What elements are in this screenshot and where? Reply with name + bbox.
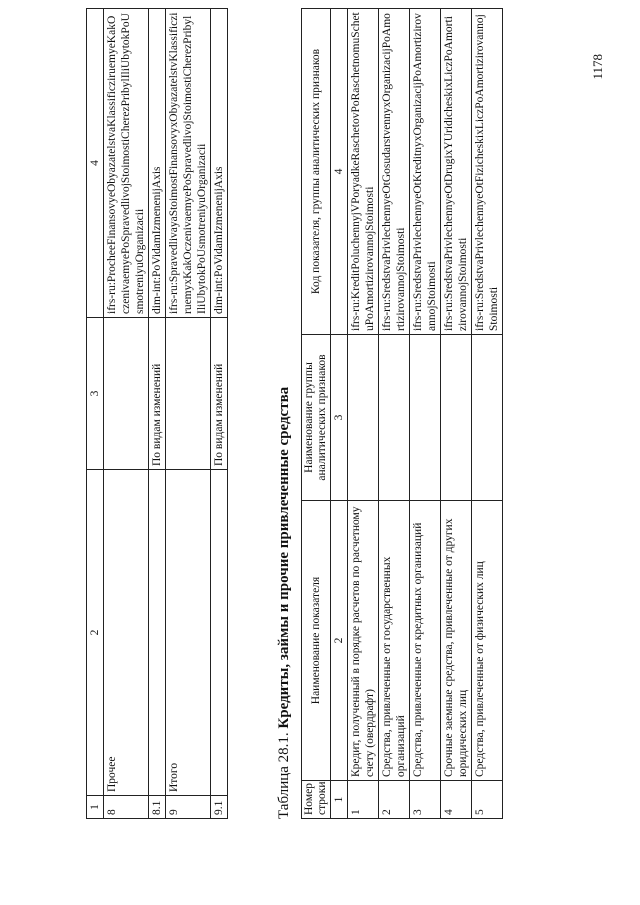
column-number-row <box>331 9 348 819</box>
group-name: По видам изменений <box>149 318 166 470</box>
group-name <box>410 335 441 501</box>
table-row <box>104 9 149 819</box>
table-row <box>166 9 211 819</box>
indicator-name: Прочее <box>104 470 149 796</box>
table-row <box>441 9 472 819</box>
row-number: 2 <box>379 781 410 819</box>
table-row <box>211 9 228 819</box>
table-row <box>348 9 379 819</box>
indicator-code: dim-int:PoVidamIzmenenijAxis <box>149 9 166 318</box>
column-number: 4 <box>331 9 348 335</box>
row-number: 5 <box>472 781 503 819</box>
group-name <box>348 335 379 501</box>
indicator-name: Средства, привлеченные от кредитных организаций <box>410 501 441 781</box>
group-name <box>441 335 472 501</box>
header-row-number: Номер строки <box>302 781 331 819</box>
group-name <box>104 318 149 470</box>
indicator-code: ifrs-ru:SredstvaPrivlechennyeOtGosudarstvennyxOrganizacijPoAmortizirovannojStoimosti <box>379 9 410 335</box>
table-row <box>379 9 410 819</box>
group-name: По видам изменений <box>211 318 228 470</box>
table-row <box>149 9 166 819</box>
indicator-name: Средства, привлеченные от физических лиц <box>472 501 503 781</box>
indicator-name <box>149 470 166 796</box>
indicator-name <box>211 470 228 796</box>
continuation-table <box>86 8 228 819</box>
column-number: 3 <box>87 318 104 470</box>
header-indicator-code: Код показателя, группы аналитических признаков <box>302 9 331 335</box>
column-number: 1 <box>87 796 104 819</box>
loans-table <box>301 8 503 819</box>
indicator-name: Итого <box>166 470 211 796</box>
header-indicator-name: Наименование показателя <box>302 501 331 781</box>
table-row <box>410 9 441 819</box>
indicator-code: ifrs-ru:SredstvaPrivlechennyeOtDrugixYUridicheskixLiczPoAmortizirovannojStoimosti <box>441 9 472 335</box>
page-number: 1178 <box>590 54 605 80</box>
column-number-row <box>87 9 104 819</box>
table-row <box>472 9 503 819</box>
column-number: 2 <box>331 501 348 781</box>
indicator-name: Срочные заемные средства, привлеченные от других юридических лиц <box>441 501 472 781</box>
row-number: 1 <box>348 781 379 819</box>
row-number: 4 <box>441 781 472 819</box>
table-number: Таблица 28.1. <box>276 732 292 819</box>
indicator-code: ifrs-ru:ProcheeFinansovyeObyazatelstvaKlassificziruemyeKakOczenivaemyePoSpravedlivojStoimostiCherezPribylIliUbytokPoUsmotreniyuOrganizacii <box>104 9 149 318</box>
table-title: Кредиты, займы и прочие привлеченные средства <box>276 386 292 729</box>
row-number: 8 <box>104 796 149 819</box>
indicator-code: ifrs-ru:SredstvaPrivlechennyeOtFizicheskixLiczPoAmortizirovannojStoimosti <box>472 9 503 335</box>
header-group-name: Наименование группы аналитических признаков <box>302 335 331 501</box>
column-number: 3 <box>331 335 348 501</box>
column-number: 4 <box>87 9 104 318</box>
group-name <box>379 335 410 501</box>
row-number: 8.1 <box>149 796 166 819</box>
row-number: 9.1 <box>211 796 228 819</box>
column-number: 2 <box>87 470 104 796</box>
indicator-name: Средства, привлеченные от государственных организаций <box>379 501 410 781</box>
group-name <box>472 335 503 501</box>
row-number: 3 <box>410 781 441 819</box>
row-number: 9 <box>166 796 211 819</box>
indicator-code: ifrs-ru:SpravedlivayaStoimostFinansovyxObyazatelstvKlassificziruemyxKakOczenivaemyePoSpravedlivojStoimostiCherezPribylIliUbytokPoUsmotreniyuOrganizacii <box>166 9 211 318</box>
indicator-code: ifrs-ru:KreditPoluchennyjVPoryadkeRaschetovPoRaschetnomuSchetuPoAmortizirovannojStoimosti <box>348 9 379 335</box>
group-name <box>166 318 211 470</box>
table-caption <box>276 387 293 819</box>
column-number: 1 <box>331 781 348 819</box>
indicator-code: ifrs-ru:SredstvaPrivlechennyeOtKreditnyxOrganizacijPoAmortizirovannojStoimosti <box>410 9 441 335</box>
indicator-code: dim-int:PoVidamIzmenenijAxis <box>211 9 228 318</box>
header-row <box>302 9 331 819</box>
indicator-name: Кредит, полученный в порядке расчетов по расчетному счету (овердрафт) <box>348 501 379 781</box>
